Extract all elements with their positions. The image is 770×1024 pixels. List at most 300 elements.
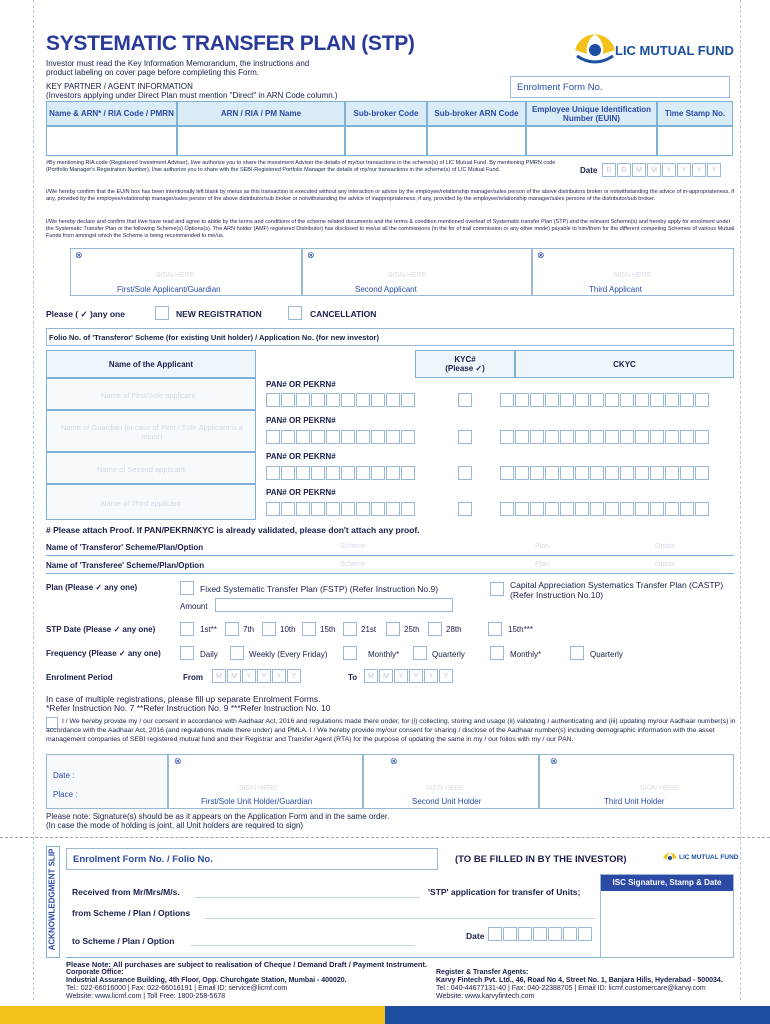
transferor-plan-hint[interactable]: Plan — [535, 543, 550, 550]
period-box[interactable]: M — [227, 669, 241, 683]
aadhaar-consent-text: I / We hereby provide my / our consent in accordance with Aadhaar Act, 2016 and regulations made there under, for (i) collecting, storing and usage (ii) validating / authenticating and (iii) updating my/our Aadhaar number(s) in accordance with the Aadhaar Act, 2016 (and regulations made there under) and PMLA. I / We hereby provide my/our consent for sharing / disclose of the Aadhaar number(s) including demographic information with the asset management companies of SEBI registered mutual fund and their Registrar and Transfer Agent (RTA) for the purpose of updating the same in my / our folios with my / our PAN. — [46, 718, 736, 743]
ckyc-box[interactable] — [560, 430, 574, 444]
ack-date-box[interactable] — [503, 927, 517, 941]
input-arn-code[interactable] — [46, 126, 177, 156]
signature-box-second[interactable] — [302, 248, 532, 296]
pan-label: PAN# OR PEKRN# — [266, 452, 336, 461]
ckyc-box[interactable] — [620, 430, 634, 444]
period-box[interactable]: Y — [394, 669, 408, 683]
kyc-checkbox[interactable] — [458, 393, 472, 407]
footer-blue-bar — [385, 1006, 770, 1024]
pan-box[interactable] — [266, 466, 280, 480]
stp-date-option: 21st — [361, 625, 377, 634]
pan-box[interactable] — [296, 393, 310, 407]
left-margin-line — [33, 0, 34, 1000]
pan-box[interactable] — [371, 430, 385, 444]
ckyc-box[interactable] — [605, 393, 619, 407]
ckyc-boxes[interactable] — [500, 393, 710, 407]
pan-box[interactable] — [401, 430, 415, 444]
bottom-signature-label-third: Third Unit Holder — [604, 797, 665, 806]
ckyc-box[interactable] — [530, 502, 544, 516]
pan-box[interactable] — [341, 430, 355, 444]
transferee-label: Name of 'Transferee' Scheme/Plan/Option — [46, 561, 205, 570]
ckyc-box[interactable] — [650, 502, 664, 516]
date-box[interactable]: Y — [662, 163, 676, 177]
ckyc-box[interactable] — [515, 466, 529, 480]
transferee-option-hint[interactable]: Option — [655, 561, 676, 568]
pan-box[interactable] — [341, 393, 355, 407]
input-arn-name[interactable] — [177, 126, 345, 156]
ack-brand-logo — [660, 850, 740, 870]
ckyc-box[interactable] — [545, 502, 559, 516]
period-box[interactable]: Y — [424, 669, 438, 683]
corp-office-address: Industrial Assurance Building, 4th Floor, Opp. Churchgate Station, Mumbai - 400020. — [66, 977, 347, 984]
period-box[interactable]: Y — [257, 669, 271, 683]
enrolment-to-boxes[interactable] — [364, 669, 454, 683]
transferee-scheme-hint[interactable]: Scheme — [340, 561, 366, 568]
cancellation-label: CANCELLATION — [310, 309, 377, 319]
kyc-header-sub: (Please ✓) — [445, 364, 485, 373]
kyc-header — [415, 350, 515, 378]
ckyc-box[interactable] — [560, 466, 574, 480]
ack-side-label: ACKNOWLEDGMENT SLIP — [47, 848, 57, 951]
ckyc-box[interactable] — [530, 466, 544, 480]
ckyc-box[interactable] — [605, 430, 619, 444]
ckyc-box[interactable] — [575, 502, 589, 516]
castp-label-1: Capital Appreciation Systematics Transfer Plan (CASTP) — [510, 580, 724, 590]
ack-date-label: Date — [466, 931, 485, 941]
transferor-line — [46, 555, 734, 556]
ack-enrolment-field[interactable] — [66, 848, 438, 870]
ckyc-box[interactable] — [500, 430, 514, 444]
date-box[interactable]: Y — [692, 163, 706, 177]
ack-from-line — [205, 918, 595, 919]
sign-close-icon: ⊗ — [537, 250, 545, 260]
intro-line-2: product labeling on cover page before completing this Form. — [46, 68, 260, 77]
ckyc-box[interactable] — [515, 430, 529, 444]
kyc-checkbox[interactable] — [458, 466, 472, 480]
transferor-option-hint[interactable]: Option — [655, 543, 676, 550]
ckyc-box[interactable] — [635, 502, 649, 516]
ack-filled-by: (TO BE FILLED IN BY THE INVESTOR) — [455, 854, 627, 865]
ckyc-box[interactable] — [665, 393, 679, 407]
input-timestamp[interactable] — [657, 126, 733, 156]
frequency-checkbox[interactable] — [413, 646, 427, 660]
col-arn-code: Name & ARN* / RIA Code / PMRN — [46, 101, 177, 126]
frequency-checkbox[interactable] — [180, 646, 194, 660]
pan-box[interactable] — [326, 393, 340, 407]
pan-box[interactable] — [371, 502, 385, 516]
stp-date-checkbox[interactable] — [180, 622, 194, 636]
pan-box[interactable] — [326, 430, 340, 444]
ack-enrolment-label: Enrolment Form No. / Folio No. — [73, 854, 213, 865]
ack-from-scheme: from Scheme / Plan / Options — [72, 908, 191, 918]
pan-box[interactable] — [356, 393, 370, 407]
declaration-ria: #By mentioning RIA code (Registered Investment Adviser), I/we authorize you to share the investment Adviser the details of my/our transactions in the scheme(s) of LIC Mutual Fund. By mentioning PMRN code (Portfolio Manager's Registration Number), I/we authorize you to share with the SEBI-Registered Portfolio Manager the details of my/our transactions in the scheme(s) of LIC Mutual Fund. — [46, 160, 556, 173]
declaration-date-label: Date — [580, 166, 598, 175]
bottom-signature-first[interactable] — [168, 754, 363, 809]
pan-box[interactable] — [401, 502, 415, 516]
date-box[interactable]: D — [617, 163, 631, 177]
pan-box[interactable] — [326, 502, 340, 516]
sign-here-hint: SIGN HERE — [239, 785, 278, 792]
period-box[interactable]: Y — [242, 669, 256, 683]
stp-date-option: 15th — [320, 625, 336, 634]
col-timestamp: Time Stamp No. — [657, 101, 733, 126]
date-box[interactable]: Y — [707, 163, 721, 177]
key-partner-heading: KEY PARTNER / AGENT INFORMATION — [46, 82, 193, 91]
rta-contact: Tel.: 040-44677131-40 | Fax: 040-22388705 | Email ID: licmf.customercare@karvy.com — [436, 985, 706, 992]
pan-box[interactable] — [401, 466, 415, 480]
transferor-scheme-hint[interactable]: Scheme — [340, 543, 366, 550]
frequency-option: Quarterly — [590, 650, 623, 659]
ckyc-box[interactable] — [545, 393, 559, 407]
plan-label: Plan (Please ✓ any one) — [46, 583, 138, 592]
brand-logo — [565, 30, 765, 70]
ckyc-box[interactable] — [500, 466, 514, 480]
bottom-signature-third[interactable] — [539, 754, 734, 809]
sign-close-icon: ⊗ — [550, 756, 558, 766]
ckyc-box[interactable] — [650, 430, 664, 444]
ack-to-line — [190, 945, 415, 946]
rta-title: Register & Transfer Agents: — [436, 969, 529, 976]
stp-date-checkbox[interactable] — [343, 622, 357, 636]
ckyc-box[interactable] — [545, 466, 559, 480]
corp-office-website: Website: www.licmf.com | Toll Free: 1800-258-5678 — [66, 993, 226, 1000]
frequency-checkbox[interactable] — [490, 646, 504, 660]
ack-date-box[interactable] — [533, 927, 547, 941]
transferee-line — [46, 573, 734, 574]
ckyc-box[interactable] — [695, 466, 709, 480]
ckyc-box[interactable] — [665, 430, 679, 444]
declaration-date-boxes[interactable] — [602, 163, 722, 177]
ckyc-box[interactable] — [665, 466, 679, 480]
ckyc-box[interactable] — [500, 502, 514, 516]
col-subbroker-code: Sub-broker Code — [345, 101, 427, 126]
folio-field[interactable] — [46, 328, 734, 346]
stp-date-checkbox[interactable] — [386, 622, 400, 636]
sign-here-hint: SIGN HERE — [426, 785, 465, 792]
footer-note: Please Note: All purchases are subject to realisation of Cheque / Demand Draft / Payment Instrument. — [66, 960, 428, 969]
please-tick-label: Please ( ✓ )any one — [46, 309, 125, 319]
ack-date-box[interactable] — [563, 927, 577, 941]
pan-label: PAN# OR PEKRN# — [266, 488, 336, 497]
stp-date-checkbox[interactable] — [488, 622, 502, 636]
signature-label-third: Third Applicant — [589, 285, 642, 294]
castp-label-2: (Refer Instruction No.10) — [510, 590, 604, 600]
date-box[interactable]: D — [602, 163, 616, 177]
ckyc-box[interactable] — [560, 393, 574, 407]
signature-box-third[interactable] — [532, 248, 734, 296]
stp-date-option: 15th*** — [508, 625, 533, 634]
stp-date-option: 25th — [404, 625, 420, 634]
pan-box[interactable] — [386, 430, 400, 444]
sign-here-hint: SIGN HERE — [613, 272, 652, 279]
transferor-label: Name of 'Transferor' Scheme/Plan/Option — [46, 543, 204, 552]
sign-close-icon: ⊗ — [307, 250, 315, 260]
stp-date-option: 7th — [243, 625, 255, 634]
frequency-checkbox[interactable] — [230, 646, 244, 660]
multi-reg-line-1: In case of multiple registrations, please fill up separate Enrolment Forms. — [46, 694, 321, 704]
pan-box[interactable] — [266, 502, 280, 516]
pan-label: PAN# OR PEKRN# — [266, 416, 336, 425]
ckyc-header: CKYC — [515, 350, 734, 378]
pan-boxes[interactable] — [266, 430, 416, 444]
stp-date-option: 28th — [446, 625, 462, 634]
ckyc-box[interactable] — [695, 430, 709, 444]
rta-website: Website: www.karvyfintech.com — [436, 993, 535, 1000]
stp-date-checkbox[interactable] — [428, 622, 442, 636]
ack-date-box[interactable] — [548, 927, 562, 941]
isc-signature-box[interactable] — [600, 874, 734, 958]
kyc-checkbox[interactable] — [458, 502, 472, 516]
frequency-checkbox[interactable] — [343, 646, 357, 660]
input-subbroker-code[interactable] — [345, 126, 427, 156]
ack-side-bar — [46, 846, 60, 958]
pan-box[interactable] — [311, 466, 325, 480]
ckyc-box[interactable] — [515, 393, 529, 407]
pan-box[interactable] — [341, 502, 355, 516]
signature-note-1: Please note: Signature(s) should be as it appears on the Application Form and in the same order. — [46, 812, 390, 821]
pan-box[interactable] — [386, 502, 400, 516]
stp-date-checkbox[interactable] — [302, 622, 316, 636]
pan-box[interactable] — [356, 430, 370, 444]
applicant-row-guardian[interactable] — [46, 410, 256, 452]
col-euin: Employee Unique Identification Number (EUIN) — [526, 101, 657, 126]
ckyc-box[interactable] — [590, 466, 604, 480]
ckyc-box[interactable] — [620, 393, 634, 407]
stp-date-option: 1st** — [200, 625, 217, 634]
key-partner-note: (Investors applying under Direct Plan must mention "Direct" in ARN Code column.) — [46, 91, 338, 100]
period-box[interactable]: M — [379, 669, 393, 683]
date-label: Date : — [53, 771, 75, 780]
corp-office-title: Corporate Office: — [66, 969, 124, 976]
period-box[interactable]: Y — [439, 669, 453, 683]
pan-box[interactable] — [311, 430, 325, 444]
form-title: SYSTEMATIC TRANSFER PLAN (STP) — [46, 32, 415, 55]
ckyc-boxes[interactable] — [500, 430, 710, 444]
ack-date-box[interactable] — [518, 927, 532, 941]
date-box[interactable]: M — [632, 163, 646, 177]
ckyc-box[interactable] — [605, 466, 619, 480]
ckyc-box[interactable] — [680, 393, 694, 407]
ckyc-box[interactable] — [560, 502, 574, 516]
multi-reg-line-2: *Refer Instruction No. 7 **Refer Instruction No. 9 ***Refer Instruction No. 10 — [46, 703, 331, 713]
intro-line-1: Investor must read the Key Information Memorandum, the instructions and — [46, 59, 310, 68]
signature-label-first: First/Sole Applicant/Guardian — [117, 285, 221, 294]
pan-box[interactable] — [311, 393, 325, 407]
rta-address: Karvy Fintech Pvt. Ltd., 46, Road No 4, Street No. 1, Banjara Hills, Hyderabad - 500034. — [436, 977, 723, 984]
pan-box[interactable] — [356, 466, 370, 480]
pan-box[interactable] — [296, 430, 310, 444]
sign-here-hint: SIGN HERE — [156, 272, 195, 279]
frequency-label: Frequency (Please ✓ any one) — [46, 649, 161, 658]
ack-brand-name: LIC MUTUAL FUND — [679, 854, 739, 861]
ckyc-box[interactable] — [680, 466, 694, 480]
stp-date-checkbox[interactable] — [262, 622, 276, 636]
signature-note-2: (In case the mode of holding is joint, all Unit holders are required to sign) — [46, 821, 304, 830]
ack-received-from: Received from Mr/Mrs/M/s. — [72, 887, 180, 897]
pan-box[interactable] — [311, 502, 325, 516]
lotus-logo-icon — [660, 850, 680, 866]
enrolment-period-label: Enrolment Period — [46, 673, 113, 682]
applicant-row-hint: Name of First/Sole applicant — [101, 391, 196, 400]
new-registration-checkbox[interactable] — [155, 306, 169, 320]
isc-signature-label: ISC Signature, Stamp & Date — [601, 875, 733, 891]
bottom-signature-label-second: Second Unit Holder — [412, 797, 482, 806]
frequency-checkbox[interactable] — [570, 646, 584, 660]
pan-box[interactable] — [326, 466, 340, 480]
ckyc-box[interactable] — [695, 502, 709, 516]
pan-box[interactable] — [386, 466, 400, 480]
new-registration-label: NEW REGISTRATION — [176, 309, 262, 319]
ckyc-box[interactable] — [680, 502, 694, 516]
bottom-signature-second[interactable] — [363, 754, 539, 809]
fstp-label: Fixed Systematic Transfer Plan (FSTP) (Refer Instruction No.9) — [200, 584, 439, 594]
pan-box[interactable] — [371, 393, 385, 407]
ckyc-box[interactable] — [605, 502, 619, 516]
enrolment-from-label: From — [183, 673, 203, 682]
ckyc-box[interactable] — [545, 430, 559, 444]
declaration-terms: I/We hereby declare and confirm that I/we have read and agree to abide by the terms and conditions of the scheme related documents and the terms & condition mentioned overleaf of Systematic transfer Plan (STP) and the relevant Scheme(s) and hereby apply for enrolment under the Systematic Transfer Plan or the following Scheme(s) Options(s). The ARN holder (AMF) registered Distributor) has disclosed to me/us all the commissions (in the for of trail commission or any other mode) payable to him/them for the different competing Schemes of various Mutual Funds from amongst which the Scheme is being recommended to me/us. — [46, 219, 735, 239]
pan-box[interactable] — [356, 502, 370, 516]
ack-date-box[interactable] — [488, 927, 502, 941]
kyc-checkbox[interactable] — [458, 430, 472, 444]
pan-box[interactable] — [281, 502, 295, 516]
stp-date-checkbox[interactable] — [225, 622, 239, 636]
enrolment-form-no-box[interactable] — [510, 76, 730, 98]
pan-box[interactable] — [371, 466, 385, 480]
col-arn-name: ARN / RIA / PM Name — [177, 101, 345, 126]
footer-yellow-bar — [0, 1006, 385, 1024]
period-box[interactable]: M — [364, 669, 378, 683]
applicant-row-third[interactable] — [46, 484, 256, 520]
declaration-euin: I/We hereby confirm that the EUIN box has been intentionally left blank by me/us as this transaction is executed without any interaction or advice by the employee/relationship manager/sales person of the above distributors broker or notwithstanding the advice of in-appropriateness, if any, provided by the employee/relationship manager/sales person of the above distributor/sub broker or notwithstanding the advice of inappropriateness, if any, provided by the employee/relationship manager/sales persons of the distributor/sub broker. — [46, 189, 735, 202]
ckyc-boxes[interactable] — [500, 466, 710, 480]
period-box[interactable]: Y — [409, 669, 423, 683]
ckyc-box[interactable] — [530, 393, 544, 407]
ckyc-box[interactable] — [635, 393, 649, 407]
fstp-checkbox[interactable] — [180, 581, 194, 595]
pan-box[interactable] — [281, 393, 295, 407]
pan-box[interactable] — [341, 466, 355, 480]
signature-box-first[interactable] — [70, 248, 302, 296]
pan-box[interactable] — [401, 393, 415, 407]
applicant-row-second[interactable] — [46, 452, 256, 484]
ack-to-scheme: to Scheme / Plan / Option — [72, 936, 175, 946]
bottom-date-place-box[interactable] — [46, 754, 168, 809]
ckyc-box[interactable] — [530, 430, 544, 444]
enrolment-form-no-label: Enrolment Form No. — [517, 82, 603, 93]
pan-boxes[interactable] — [266, 466, 416, 480]
sign-here-hint: SIGN HERE — [388, 272, 427, 279]
castp-checkbox[interactable] — [490, 582, 504, 596]
sign-here-hint: SIGN HERE — [640, 785, 679, 792]
ack-date-box[interactable] — [578, 927, 592, 941]
ckyc-box[interactable] — [620, 466, 634, 480]
ckyc-box[interactable] — [575, 393, 589, 407]
applicant-row-hint: Name of Second applicant — [97, 465, 185, 474]
bottom-signature-label-first: First/Sole Unit Holder/Guardian — [201, 797, 313, 806]
ckyc-boxes[interactable] — [500, 502, 710, 516]
sign-close-icon: ⊗ — [75, 250, 83, 260]
pan-boxes[interactable] — [266, 502, 416, 516]
applicant-name-header: Name of the Applicant — [46, 350, 256, 378]
ckyc-box[interactable] — [695, 393, 709, 407]
ckyc-box[interactable] — [650, 393, 664, 407]
pan-boxes[interactable] — [266, 393, 416, 407]
ack-date-boxes[interactable] — [488, 927, 593, 941]
col-subbroker-arn: Sub-broker ARN Code — [427, 101, 526, 126]
ckyc-box[interactable] — [680, 430, 694, 444]
ckyc-box[interactable] — [590, 502, 604, 516]
ckyc-box[interactable] — [620, 502, 634, 516]
applicant-row-first[interactable] — [46, 378, 256, 410]
input-subbroker-arn[interactable] — [427, 126, 526, 156]
frequency-option: Quarterly — [432, 650, 465, 659]
sign-close-icon: ⊗ — [390, 756, 398, 766]
enrolment-to-label: To — [348, 673, 358, 682]
signature-label-second: Second Applicant — [355, 285, 417, 294]
stp-date-label: STP Date (Please ✓ any one) — [46, 625, 156, 634]
date-box[interactable]: M — [647, 163, 661, 177]
frequency-option: Daily — [200, 650, 218, 659]
amount-input[interactable] — [215, 598, 453, 612]
period-box[interactable]: M — [212, 669, 226, 683]
ckyc-box[interactable] — [650, 466, 664, 480]
pan-box[interactable] — [281, 430, 295, 444]
brand-name: LIC MUTUAL FUND — [615, 43, 734, 58]
pan-box[interactable] — [296, 466, 310, 480]
ckyc-box[interactable] — [575, 430, 589, 444]
corp-office-contact: Tel.: 022-66016000 | Fax: 022-66016191 | Email ID: service@licmf.com — [66, 985, 288, 992]
kyc-header-text: KYC# — [454, 355, 476, 364]
cut-line — [0, 837, 770, 838]
ckyc-box[interactable] — [575, 466, 589, 480]
right-margin-line — [740, 0, 741, 1000]
frequency-option: Weekly (Every Friday) — [249, 650, 328, 659]
ckyc-box[interactable] — [635, 430, 649, 444]
applicant-row-hint: Name of Guardian (in case of First / Sole Applicant is a minor) — [60, 423, 244, 441]
date-box[interactable]: Y — [677, 163, 691, 177]
ckyc-box[interactable] — [590, 393, 604, 407]
folio-label: Folio No. of 'Transferor' Scheme (for existing Unit holder) / Application No. (for new investor) — [49, 333, 379, 342]
period-box[interactable]: Y — [287, 669, 301, 683]
cancellation-checkbox[interactable] — [288, 306, 302, 320]
pan-box[interactable] — [281, 466, 295, 480]
pan-box[interactable] — [296, 502, 310, 516]
ckyc-box[interactable] — [515, 502, 529, 516]
place-label: Place : — [53, 790, 78, 799]
period-box[interactable]: Y — [272, 669, 286, 683]
pan-box[interactable] — [386, 393, 400, 407]
ckyc-box[interactable] — [590, 430, 604, 444]
pan-box[interactable] — [266, 393, 280, 407]
enrolment-from-boxes[interactable] — [212, 669, 302, 683]
ckyc-box[interactable] — [500, 393, 514, 407]
input-euin[interactable] — [526, 126, 657, 156]
ckyc-box[interactable] — [635, 466, 649, 480]
proof-note: # Please attach Proof. If PAN/PEKRN/KYC is already validated, please don't attach any proof. — [46, 525, 420, 535]
frequency-option: Monthly* — [510, 650, 542, 659]
transferee-plan-hint[interactable]: Plan — [535, 561, 550, 568]
ckyc-box[interactable] — [665, 502, 679, 516]
applicant-row-hint: Name of Third applicant — [101, 499, 181, 508]
pan-label: PAN# OR PEKRN# — [266, 380, 336, 389]
pan-box[interactable] — [266, 430, 280, 444]
amount-label: Amount — [180, 602, 208, 611]
sign-close-icon: ⊗ — [174, 756, 182, 766]
